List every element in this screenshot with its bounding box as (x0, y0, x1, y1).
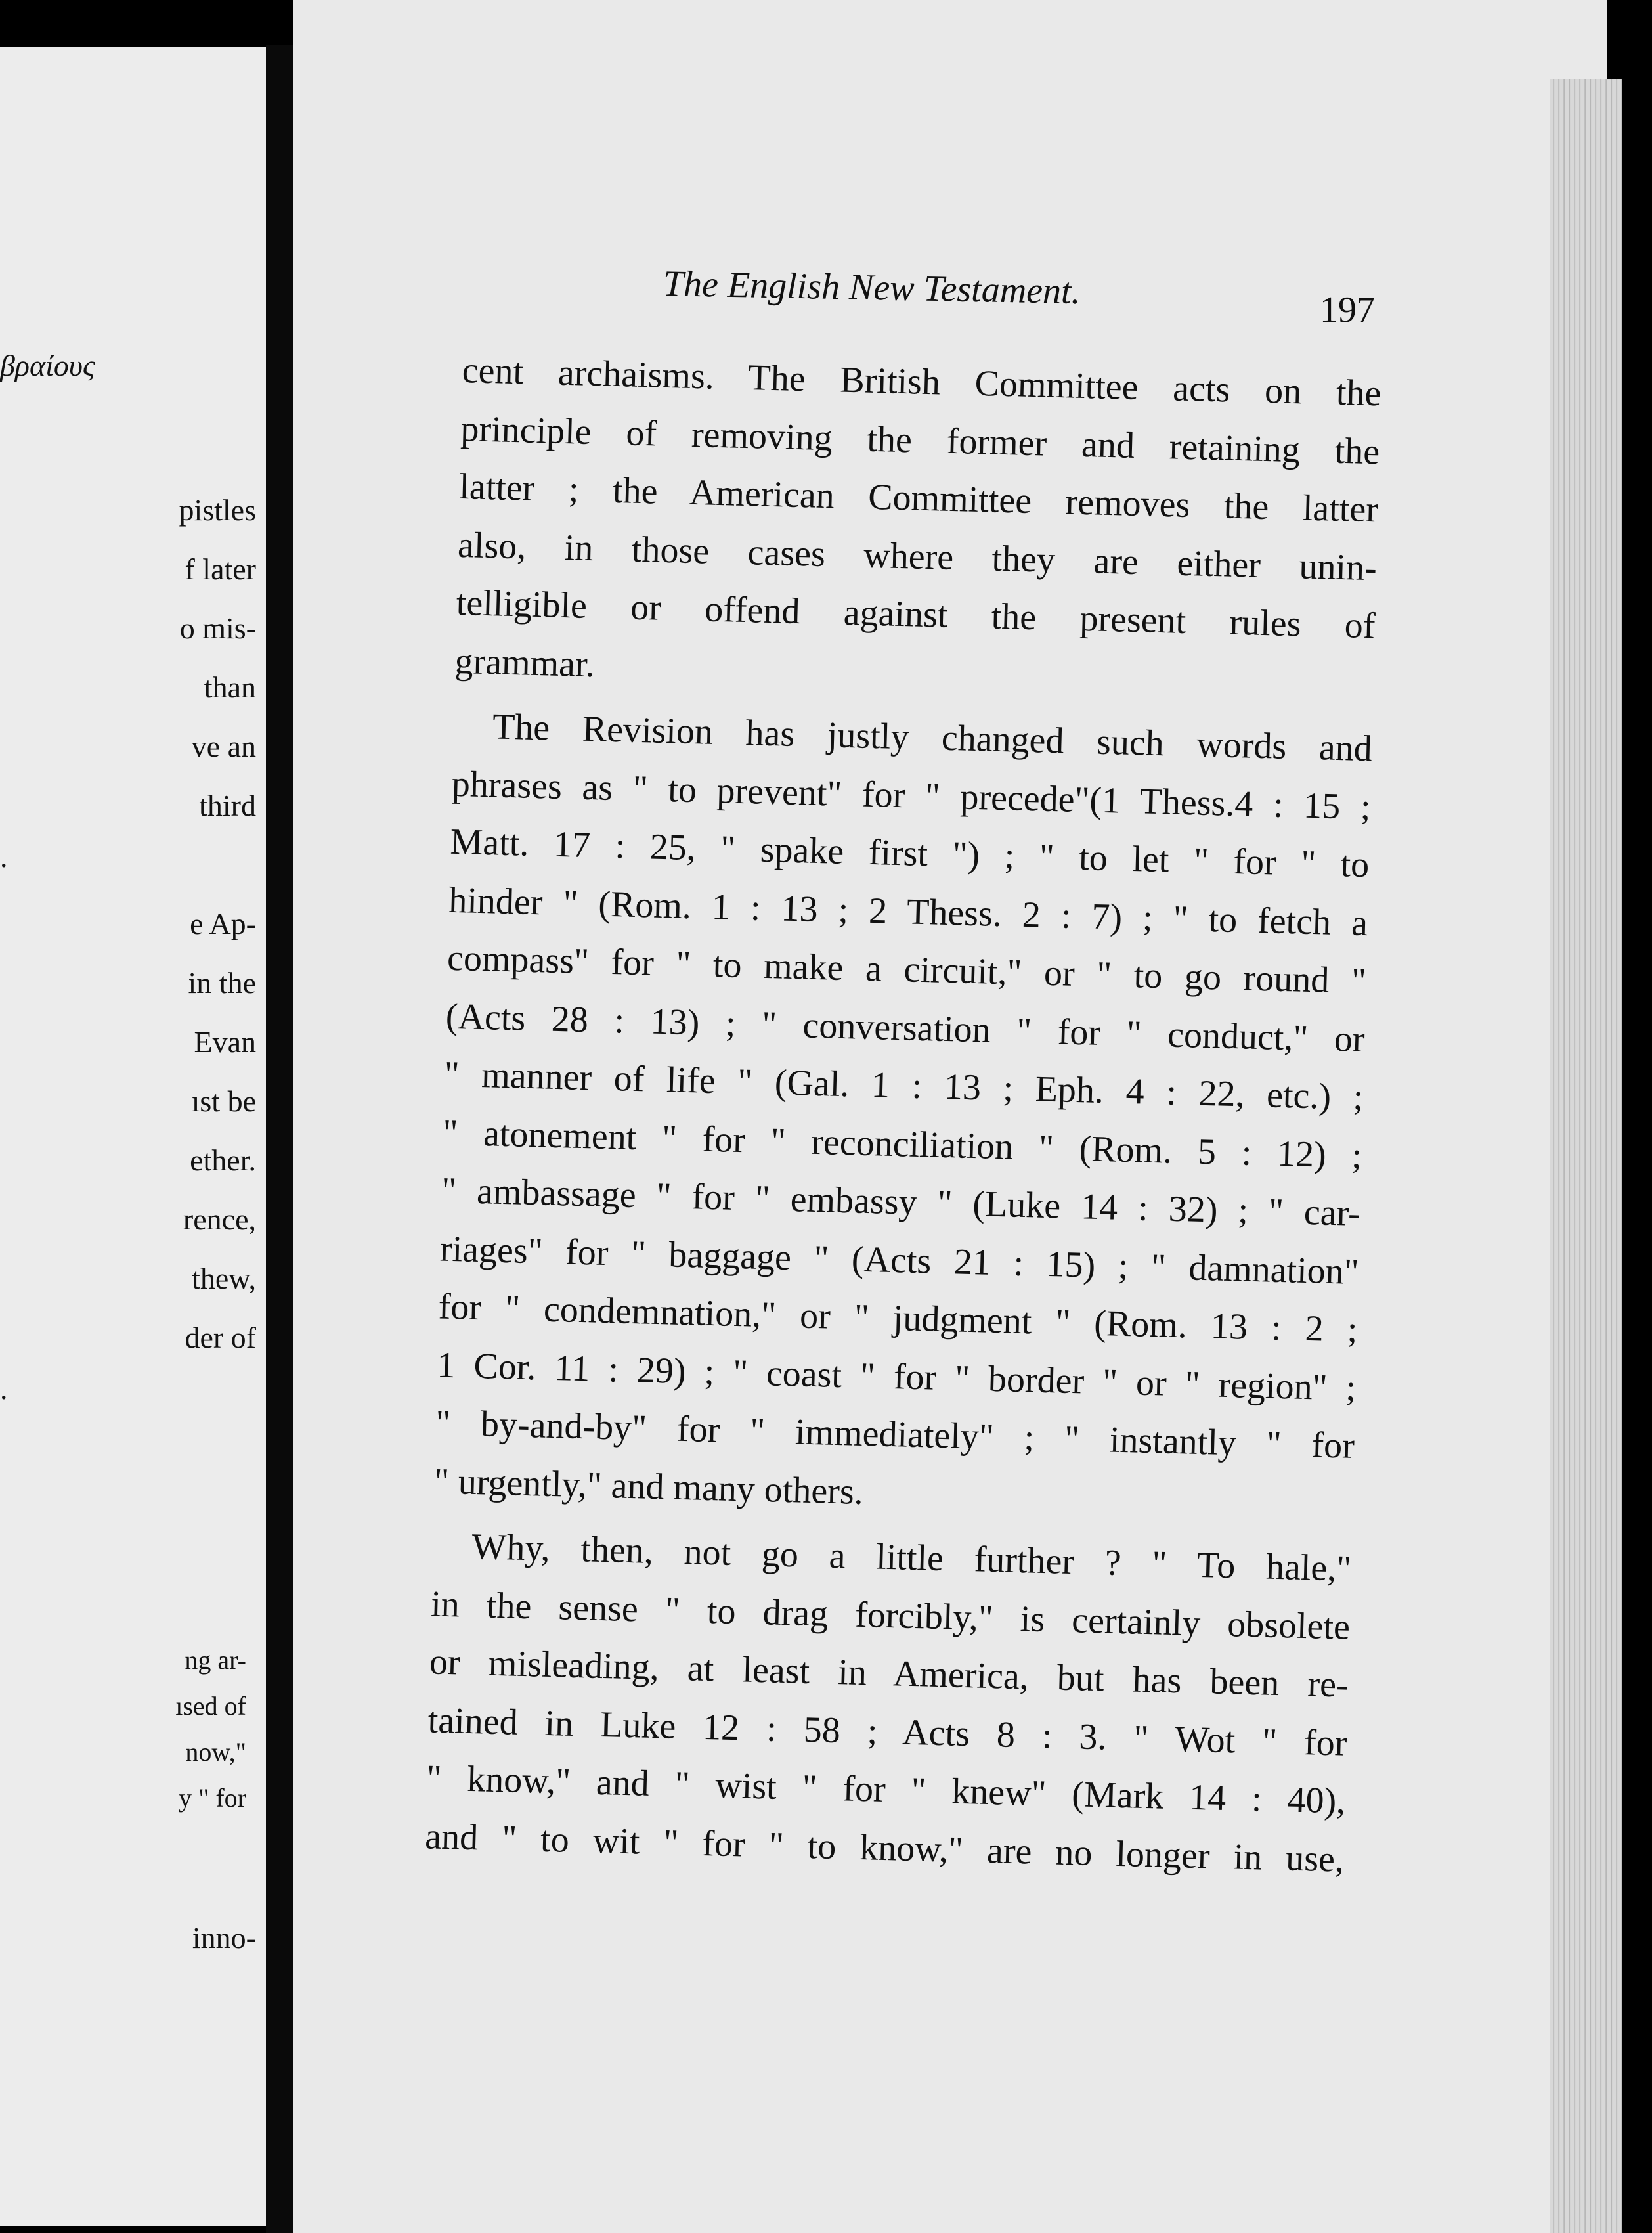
text-line: and " to wit " for " to know," are no longer in use, (424, 1815, 1345, 1880)
text-line: " atonement " for " reconciliation " (Rom. 5 : 12) ; (442, 1112, 1362, 1176)
left-page-line: ng ar- (185, 1645, 246, 1675)
scan-border (1622, 0, 1652, 2233)
left-page-line: pistles (179, 493, 256, 527)
text-line: " manner of life " (Gal. 1 : 13 ; Eph. 4 : 22, etc.) ; (443, 1053, 1364, 1118)
text-line: " ambassage " for " embassy " (Luke 14 : 32) ; " car- (441, 1170, 1361, 1235)
left-page-line: in the (188, 966, 256, 1000)
left-page-line: ve an (191, 730, 256, 763)
text-line: riages" for " baggage " (Acts 21 : 15) ; " damnation" (439, 1228, 1360, 1293)
left-page-line: . (0, 840, 8, 873)
left-page-line: third (199, 789, 256, 822)
left-page-line: e Ap- (190, 907, 256, 940)
text-line: (Acts 28 : 13) ; " conversation " for " conduct," or (445, 996, 1366, 1060)
text-line: phrases as " to prevent" for " precede"(1 Thess.4 : 15 ; (451, 763, 1372, 828)
text-line: The Revision has justly changed such words and (492, 706, 1373, 770)
text-line: grammar. (454, 640, 596, 685)
left-page-line: now," (185, 1737, 246, 1767)
text-line: " by-and-by" for " immediately" ; " instantly " for (435, 1402, 1355, 1467)
page-edges (1550, 79, 1622, 2233)
page-number: 197 (1320, 290, 1375, 330)
book-gutter (266, 45, 293, 2233)
left-page-line: inno- (192, 1921, 256, 1955)
text-line: " know," and " wist " for " knew" (Mark 14 : 40), (425, 1758, 1346, 1822)
text-line: in the sense " to drag forcibly," is certainly obsolete (430, 1583, 1351, 1648)
text-line: tained in Luke 12 : 58 ; Acts 8 : 3. " Wot " for (427, 1699, 1348, 1764)
left-page-line: f later (185, 552, 256, 586)
text-line: telligible or offend against the present rules of (456, 582, 1376, 647)
text-line: latter ; the American Committee removes the latter (458, 466, 1379, 531)
left-page-line: der of (185, 1321, 256, 1354)
left-page-line: thew, (192, 1262, 256, 1295)
left-page-line: y " for (179, 1783, 246, 1813)
body-text (424, 342, 1381, 1889)
text-line: hinder " (Rom. 1 : 13 ; 2 Thess. 2 : 7) ; " to fetch a (448, 879, 1368, 944)
text-line: 1 Cor. 11 : 29) ; " coast " for " border " or " region" ; (436, 1344, 1357, 1409)
text-line: principle of removing the former and retaining the (460, 408, 1380, 472)
text-line: " urgently," and many others. (433, 1460, 864, 1513)
left-page-line: rence, (183, 1203, 256, 1236)
left-page-fragment (0, 47, 266, 2226)
left-page-line: o mis- (179, 611, 256, 645)
text-line: also, in those cases where they are either unin- (457, 524, 1378, 588)
left-page-line: Evan (194, 1025, 256, 1059)
left-page-line: ıst be (191, 1084, 256, 1118)
left-page-line: ısed of (175, 1691, 246, 1721)
text-line: Why, then, not go a little further ? " To hale," (471, 1526, 1352, 1589)
left-page-line: ether. (190, 1143, 256, 1177)
text-line: for " condemnation," or " judgment " (Rom. 13 : 2 ; (438, 1286, 1359, 1350)
text-line: compass" for " to make a circuit," or " to go round " (446, 937, 1367, 1002)
left-page-line: βραίους (0, 349, 95, 382)
running-head: The English New Testament. (663, 263, 1081, 313)
text-line: cent archaisms. The British Committee acts on the (462, 349, 1382, 414)
text-line: Matt. 17 : 25, " spake first ") ; " to let " for " to (449, 821, 1370, 886)
text-line: or misleading, at least in America, but has been re- (429, 1641, 1349, 1706)
left-page-line: than (204, 671, 256, 704)
left-page-line: . (0, 1372, 8, 1405)
